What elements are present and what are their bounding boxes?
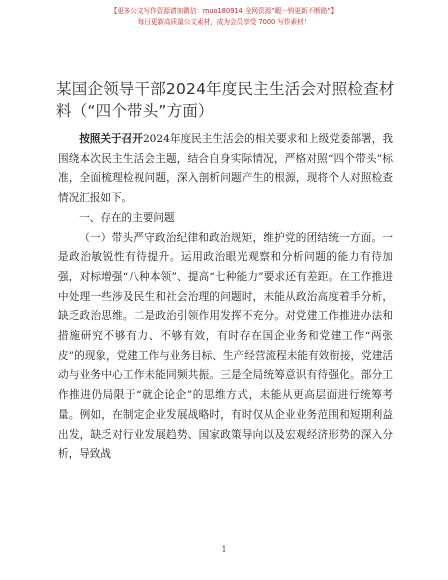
subsection-paragraph (58, 229, 393, 465)
intro-lead: 按照关于召开 (79, 133, 143, 145)
intro-text: 2024年度民主生活会的相关要求和上级党委部署，我围绕本次民主生活会主题，结合自身实际情况，严格对照“四个带头”标准，全面梳理检视问题，深入剖析问题产生的根源，现将个人对照检查情况汇报如下。 (58, 133, 393, 205)
subsection-text: 一是政治敏锐性有待提升。运用政治眼光观察和分析问题的能力有待加强，对标增强“八种本领”、提高“七种能力”要求还有差距。在工作推进中处理一些涉及民生和社会治理的问题时，未能从政治高度着手分析，缺乏政治思维。二是政治引领作用发挥不充分。对党建工作推进办法和措施研究不够有力、不够有效，有时存在国企业务和党建工作“两张皮”的现象，党建工作与业务目标、生产经营流程未能有效衔接，党建活动与业务中心工作未能同频共振。三是全局统筹意识有待强化。部分工作推进仍局限于“就企论企”的思维方式，未能从更高层面进行统筹考量。例如，在制定企业发展战略时，有时仅从企业业务范围和短期利益出发，缺乏对行业发展趋势、国家政策导向以及宏观经济形势的深入分析，导致战 (58, 231, 393, 461)
document-body (58, 130, 393, 465)
promo-line-1: 【更多公文写作资源请加微信：muo180914 全网资源“暇一钩更新不断路”】 (110, 7, 338, 15)
section-heading: 一、存在的主要问题 (79, 211, 175, 224)
intro-paragraph (58, 130, 393, 209)
promo-line-2: 每日更新高质量公文素材，成为会员享受 7000 写作素材！ (137, 18, 311, 26)
subsection-lead: （一）带头严守政治纪律和政治规矩，维护党的团结统一方面。 (79, 231, 383, 244)
document-title: 某国企领导干部2024年度民主生活会对照检查材料（“四个带头”方面） (56, 80, 395, 120)
page-number: 1 (221, 545, 227, 554)
promo-header (0, 6, 448, 28)
